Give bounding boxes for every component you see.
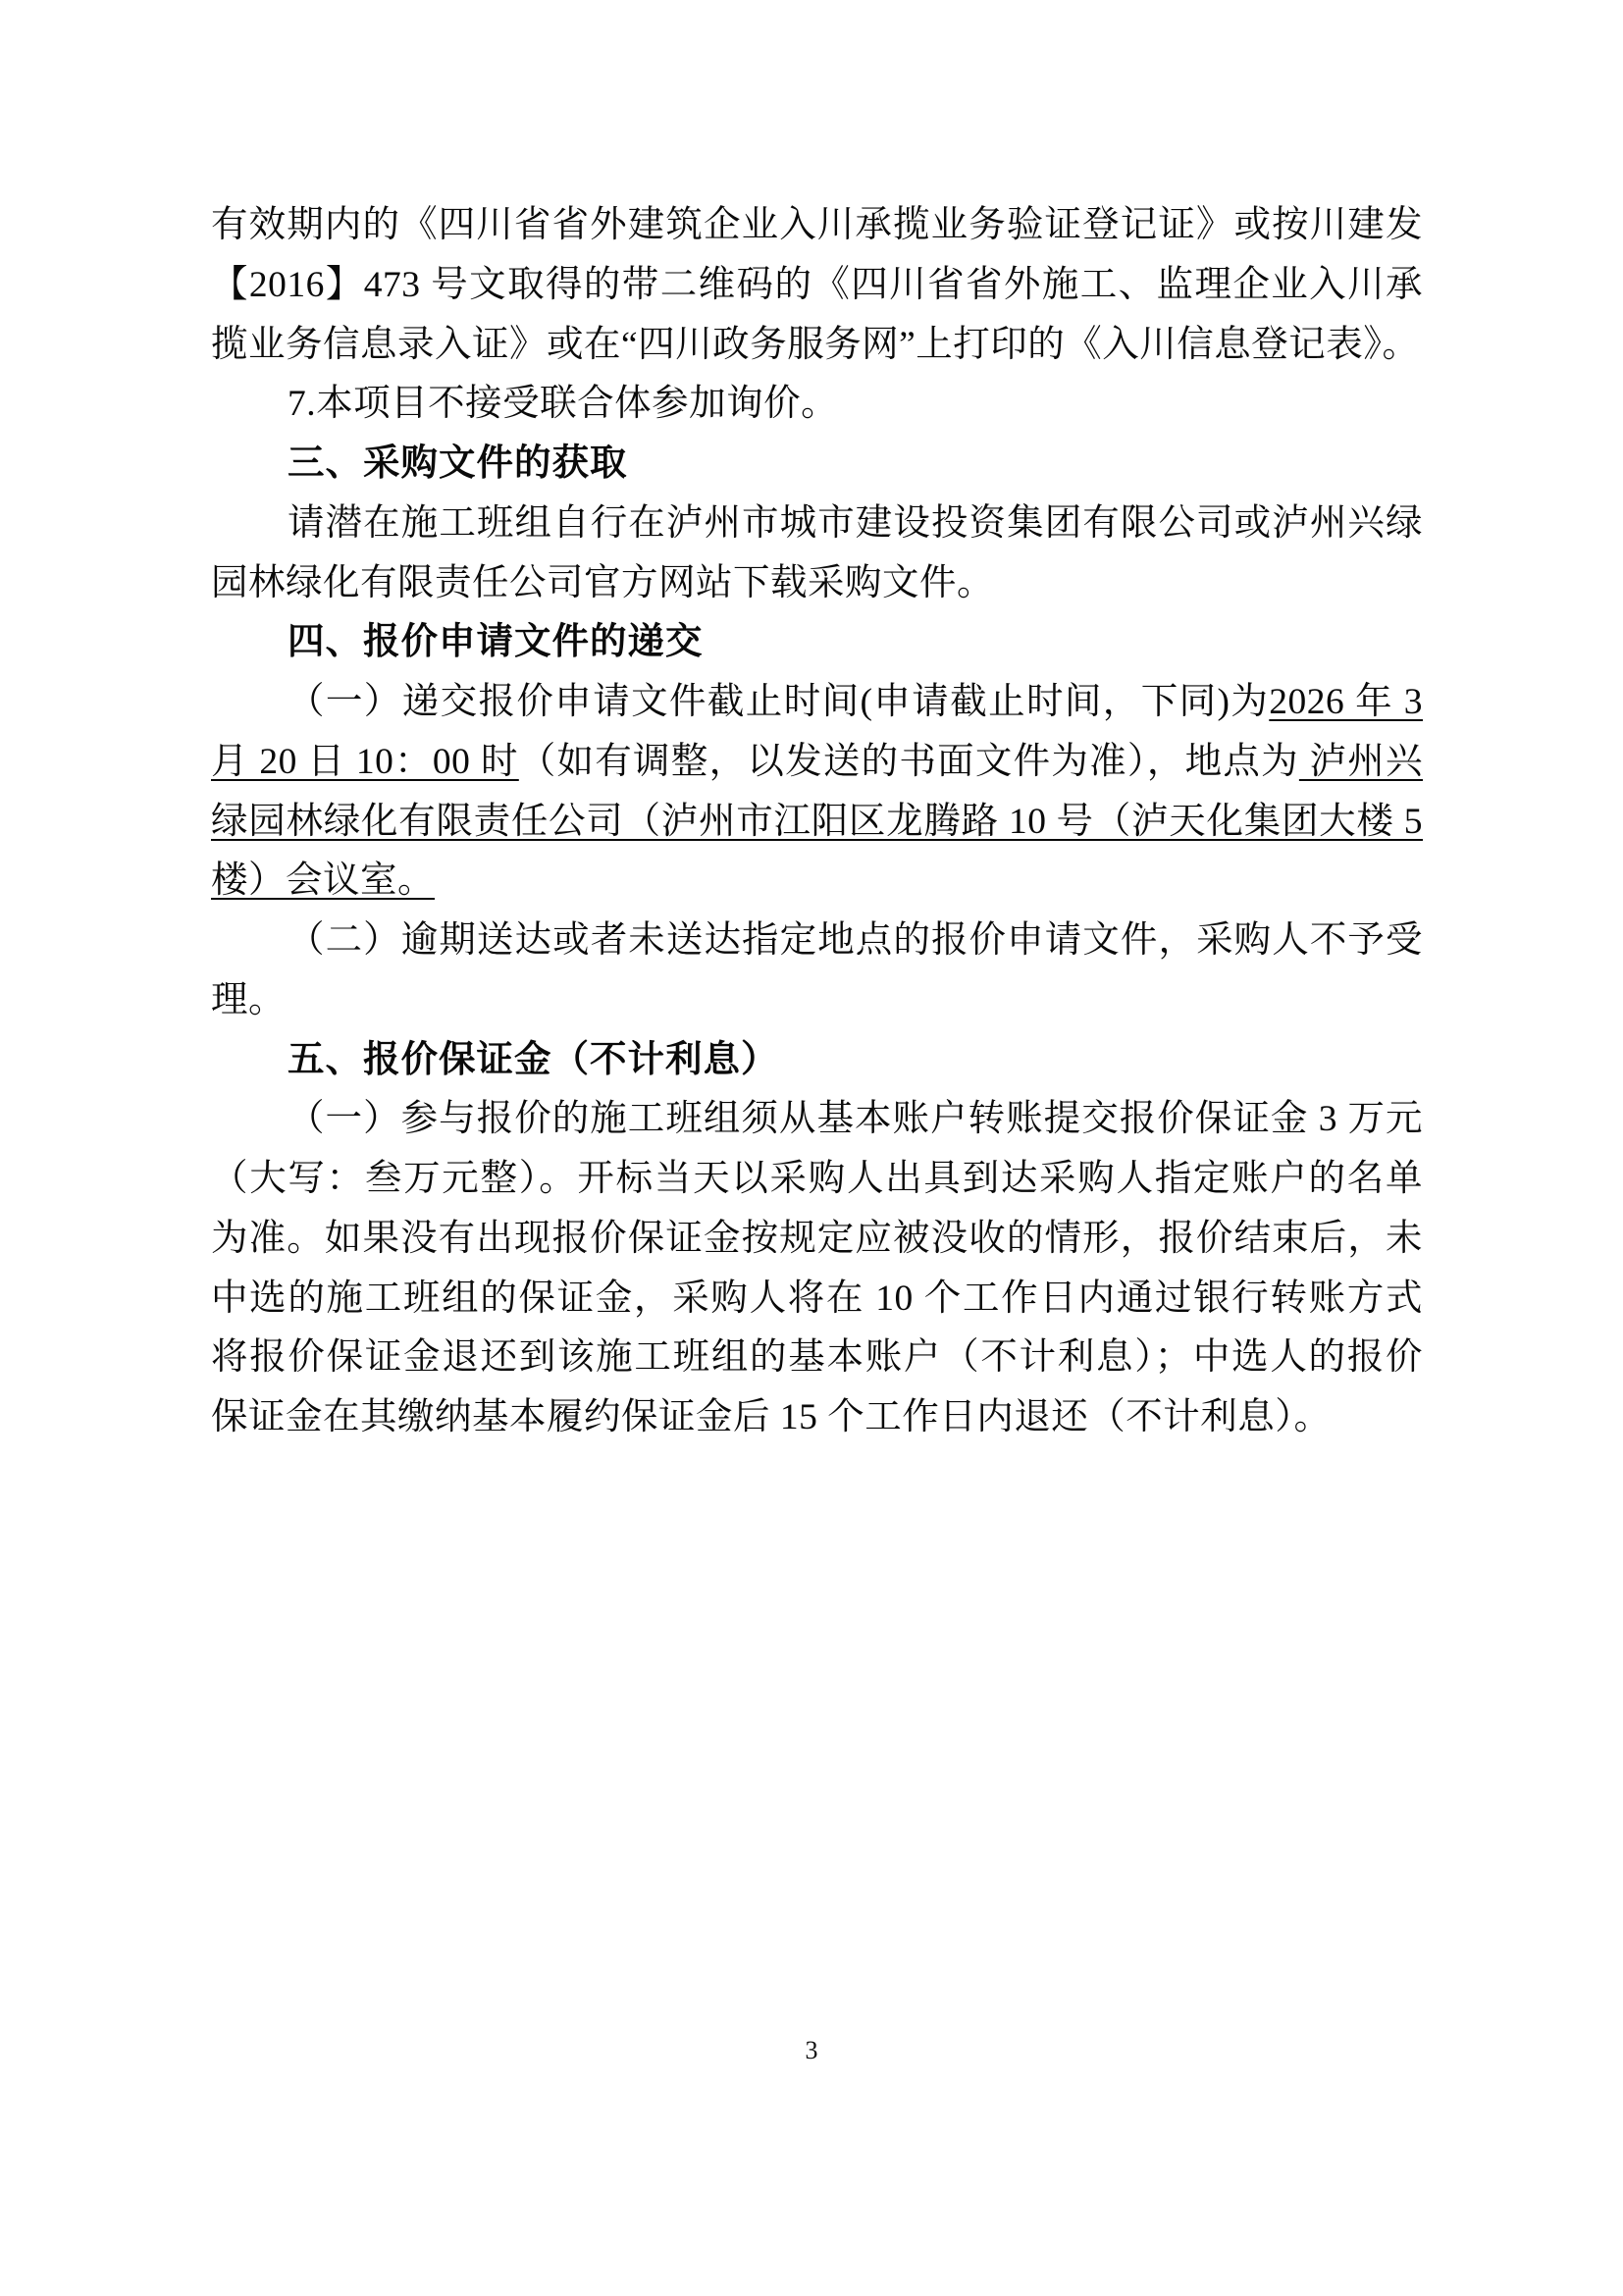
paragraph-late-submission: （二）逾期送达或者未送达指定地点的报价申请文件，采购人不予受理。 [211,920,1423,1020]
paragraph-item-7: 7.本项目不接受联合体参加询价。 [288,384,839,425]
paragraph-bid-deposit: （一）参与报价的施工班组须从基本账户转账提交报价保证金 3 万元（大写：叁万元整）。开标当天以采购人出具到达采购人指定账户的名单为准。如果没有出现报价保证金按规定应被没收的情形，报价结束后，未中选的施工班组的保证金，采购人将在 10 个工作日内通过银行转账方式将报价保证金退还到该施工班组的基本账户（不计利息）；中选人的报价保证金在其缴纳基本履约保证金后 15 个工作日内退还（不计利息）。 [211,1099,1423,1437]
paragraph-submission-deadline [211,673,1423,912]
page-number: 3 [805,2036,818,2064]
section-heading-three: 三、采购文件的获取 [288,444,628,484]
submission-text-segment-1: （一）递交报价申请文件截止时间(申请截止时间，下同)为 [288,682,1270,722]
paragraph-document-acquisition: 请潜在施工班组自行在泸州市城市建设投资集团有限公司或泸州兴绿园林绿化有限责任公司官方网站下载采购文件。 [211,502,1423,603]
submission-text-segment-2: （如有调整，以发送的书面文件为准），地点为 [518,741,1299,782]
submission-location: 泸州兴绿园林绿化有限责任公司（泸州市江阳区龙腾路 10 号（泸天化集团大楼 5 楼）会议室。 [211,741,1424,902]
section-heading-five: 五、报价保证金（不计利息） [288,1039,779,1080]
section-heading-four: 四、报价申请文件的递交 [288,622,704,663]
document-body [211,196,1423,1448]
paragraph-validity-certificates: 有效期内的《四川省省外建筑企业入川承揽业务验证登记证》或按川建发【2016】473 号文取得的带二维码的《四川省省外施工、监理企业入川承揽业务信息录入证》或在“四川政务服务网”上打印的《入川信息登记表》。 [211,205,1423,365]
submission-deadline-datetime: 2026 年 3 月 20 日 10：00 时 [211,682,1423,782]
